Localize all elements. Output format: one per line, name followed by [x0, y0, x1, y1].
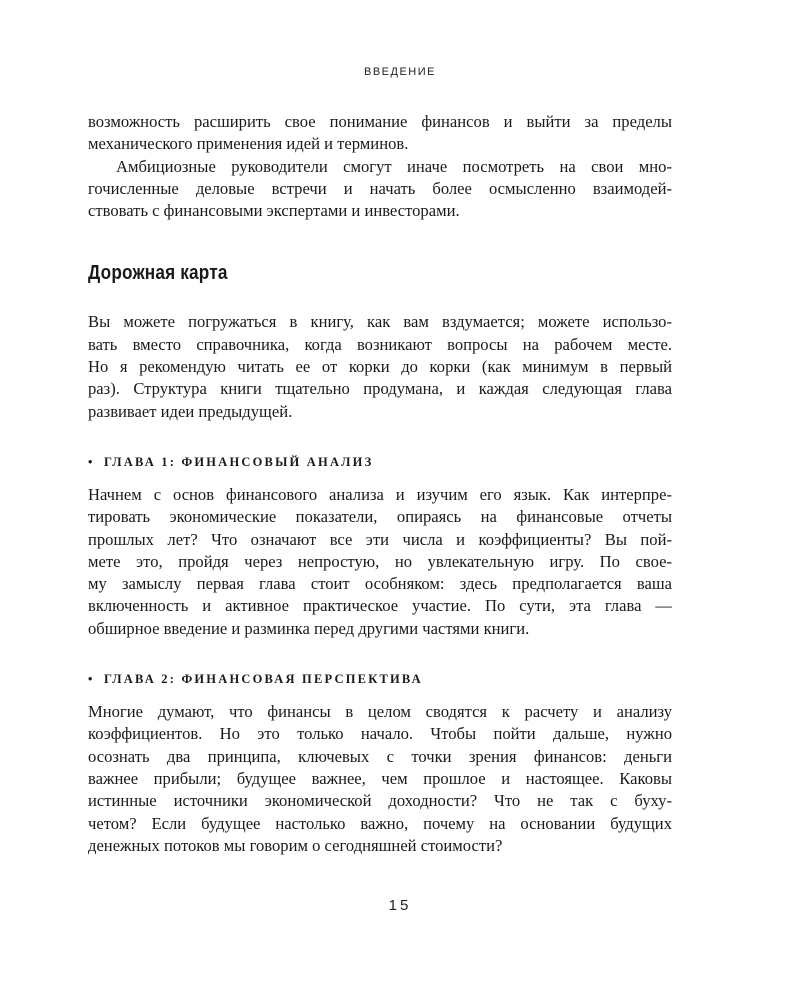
page-body — [88, 111, 672, 857]
text-line: осознать два принципа, ключевых с точки зрения финансов: деньги — [88, 746, 672, 766]
text-line: включенность и активное практическое участие. По сути, эта глава — — [88, 596, 672, 616]
text-line: развивает идеи предыдущей. — [88, 401, 293, 421]
bullet-icon: • — [88, 454, 93, 469]
chapter-1-paragraph — [88, 484, 672, 640]
text-line: гочисленные деловые встречи и начать более осмысленно взаимодей- — [88, 178, 672, 198]
text-line: коэффициентов. Но это только начало. Чтобы пойти дальше, нужно — [88, 724, 672, 744]
text-line: механического применения идей и терминов. — [88, 134, 409, 154]
text-line: важнее прибыли; будущее важнее, чем прошлое и настоящее. Каковы — [88, 768, 672, 788]
text-line: ствовать с финансовыми экспертами и инвесторами. — [88, 201, 460, 221]
chapter-2-paragraph — [88, 701, 672, 857]
text-line: Многие думают, что финансы в целом сводятся к расчету и анализу — [88, 702, 672, 722]
text-line: Но я рекомендую читать ее от корки до корки (как минимум в первый — [88, 357, 672, 377]
intro-continuation-paragraph — [88, 111, 672, 156]
text-line: истинные источники экономической доходности? Что не так с буху- — [88, 791, 672, 811]
bullet-icon: • — [88, 672, 93, 687]
intro-paragraph — [88, 156, 672, 223]
chapter-2-heading — [88, 670, 672, 688]
roadmap-heading: Дорожная карта — [88, 262, 228, 285]
text-line: прошлых лет? Что означают все эти числа и коэффициенты? Вы пой- — [88, 529, 672, 549]
text-line: раз). Структура книги тщательно продумана, и каждая следующая глава — [88, 379, 672, 399]
chapter-1-heading — [88, 453, 672, 471]
text-line: четом? Если будущее настолько важно, почему на основании будущих — [88, 813, 672, 833]
roadmap-paragraph — [88, 311, 672, 422]
text-line: мете это, пройдя через непростую, но увлекательную игру. По свое- — [88, 551, 672, 571]
text-line: Начнем с основ финансового анализа и изучим его язык. Как интерпре- — [88, 484, 672, 504]
text-line: тировать экономические показатели, опираясь на финансовые отчеты — [88, 507, 672, 527]
text-line: вать вместо справочника, когда возникают вопросы на рабочем месте. — [88, 334, 672, 354]
chapter-2-title: ГЛАВА 2: ФИНАНСОВАЯ ПЕРСПЕКТИВА — [104, 672, 423, 687]
text-line: возможность расширить свое понимание финансов и выйти за пределы — [88, 112, 672, 131]
page-number: 15 — [388, 897, 412, 914]
text-line: денежных потоков мы говорим о сегодняшней стоимости? — [88, 835, 503, 855]
running-head: ВВЕДЕНИЕ — [364, 66, 436, 78]
text-line: Амбициозные руководители смогут иначе посмотреть на свои мно- — [116, 156, 672, 176]
text-line: Вы можете погружаться в книгу, как вам вздумается; можете использо- — [88, 312, 672, 332]
chapter-1-title: ГЛАВА 1: ФИНАНСОВЫЙ АНАЛИЗ — [104, 454, 374, 469]
text-line: обширное введение и разминка перед другими частями книги. — [88, 618, 530, 638]
text-line: му замыслу первая глава стоит особняком: здесь предполагается ваша — [88, 574, 672, 594]
